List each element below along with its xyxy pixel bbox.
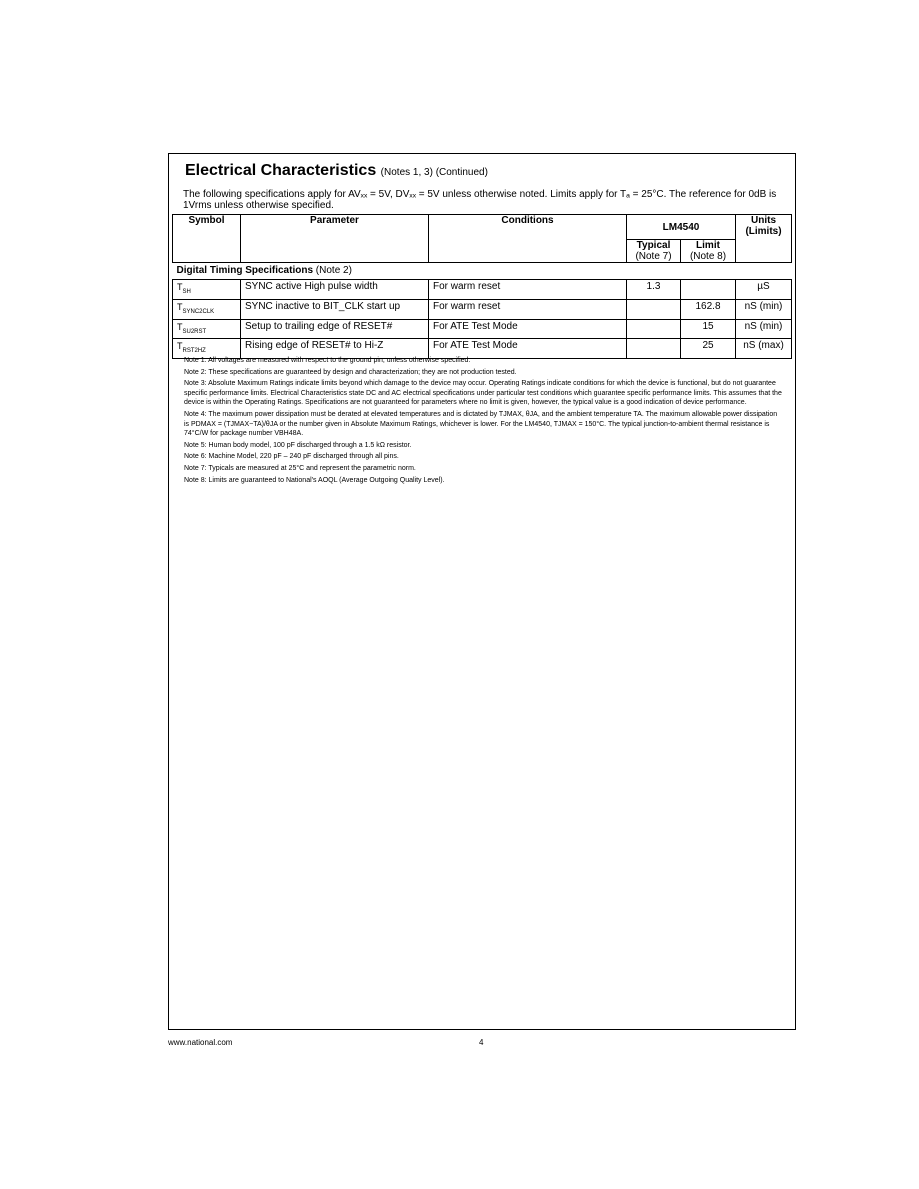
note-item: Note 5: Human body model, 100 pF discharged through a 1.5 kΩ resistor. [184,441,412,449]
page-number: 4 [479,1038,484,1047]
note-item: Note 6: Machine Model, 220 pF – 240 pF discharged through all pins. [184,453,399,461]
note-item: Note 8: Limits are guaranteed to National's AOQL (Average Outgoing Quality Level). [184,476,445,484]
cell-conditions: For warm reset [429,280,627,300]
notes-list [184,356,784,488]
note-item: Note 2: These specifications are guaranteed by design and characterization; they are not production tested. [184,368,517,376]
cell-units: nS (max) [736,339,792,359]
title-main: Electrical Characteristics [185,162,377,179]
cell-symbol: $T_{SYNC2CLK}$ [173,299,241,319]
header-symbol: Symbol [173,215,241,263]
spec-table [172,214,792,359]
header-limit [681,240,736,263]
cell-limit [681,280,736,300]
cell-symbol: $T_{SH}$ [173,280,241,300]
note-item: Note 7: Typicals are measured at 25°C and represent the parametric norm. [184,465,416,473]
header-limit-note: (Note 8) [689,251,727,262]
cell-conditions: For warm reset [429,299,627,319]
cell-limit: 15 [681,319,736,339]
cell-limit: 25 [681,339,736,359]
header-typical-label: Typical [636,240,671,251]
table-row [173,319,792,339]
note-item: Note 3: Absolute Maximum Ratings indicate limits beyond which damage to the device may occur. Operating Ratings indicate conditions for which the device is functional, but do not guarantee specific performance limits. Electrical Characteristics state DC and AC electrical specifications under particular test conditions which guarantee specific performance limits. This assumes that the device is within the Operating Ratings. Specifications are not guaranteed for parameters where no limit is given, however, the typical value is a good indication of device performance. [184,380,782,407]
cell-symbol: $T_{RST2HZ}$ [173,339,241,359]
cell-limit: 162.8 [681,299,736,319]
header-limit-label: Limit [696,240,720,251]
section-note: (Note 2) [315,265,352,276]
cell-units: nS (min) [736,319,792,339]
header-part: LM4540 [627,215,736,240]
cell-units: nS (min) [736,299,792,319]
cell-symbol: $T_{SU2RST}$ [173,319,241,339]
cell-typical [627,319,681,339]
note-item: Note 1: All voltages are measured with respect to the ground pin, unless otherwise specified. [184,357,471,364]
section-title [185,162,488,180]
cell-parameter: Rising edge of RESET# to Hi-Z [241,339,429,359]
header-units: Units (Limits) [736,215,792,263]
header-typical [627,240,681,263]
cell-units: µS [736,280,792,300]
section-title-label: Digital Timing Specifications [176,265,314,276]
header-typical-note: (Note 7) [635,251,672,262]
cell-conditions: For ATE Test Mode [429,339,627,359]
note-item: Note 4: The maximum power dissipation must be derated at elevated temperatures and is dictated by TJMAX, θJA, and the ambient temperature TA. The maximum allowable power dissipation is PDMAX = (TJMAX−TA)/θJA or the number given in Absolute Maximum Ratings, whichever is lower. For the LM4540, TJMAX = 150°C. The typical junction-to-ambient thermal resistance is 74°C/W for package number VBH48A. [184,411,778,438]
cell-parameter: Setup to trailing edge of RESET# [241,319,429,339]
cell-parameter: SYNC inactive to BIT_CLK start up [241,299,429,319]
table-row [173,299,792,319]
section-row [173,263,792,280]
header-parameter: Parameter [241,215,429,263]
footer-url[interactable]: www.national.com [168,1038,233,1047]
cell-parameter: SYNC active High pulse width [241,280,429,300]
cell-typical [627,299,681,319]
cell-conditions: For ATE Test Mode [429,319,627,339]
title-notes: (Notes 1, 3) (Continued) [380,167,488,178]
header-conditions: Conditions [429,215,627,263]
cell-typical: 1.3 [627,280,681,300]
table-row [173,280,792,300]
intro-paragraph: The following specifications apply for AVₓₓ = 5V, DVₓₓ = 5V unless otherwise noted. Limits apply for Tₐ = 25°C. The reference for 0dB is 1Vrms unless otherwise specified. [183,189,777,211]
